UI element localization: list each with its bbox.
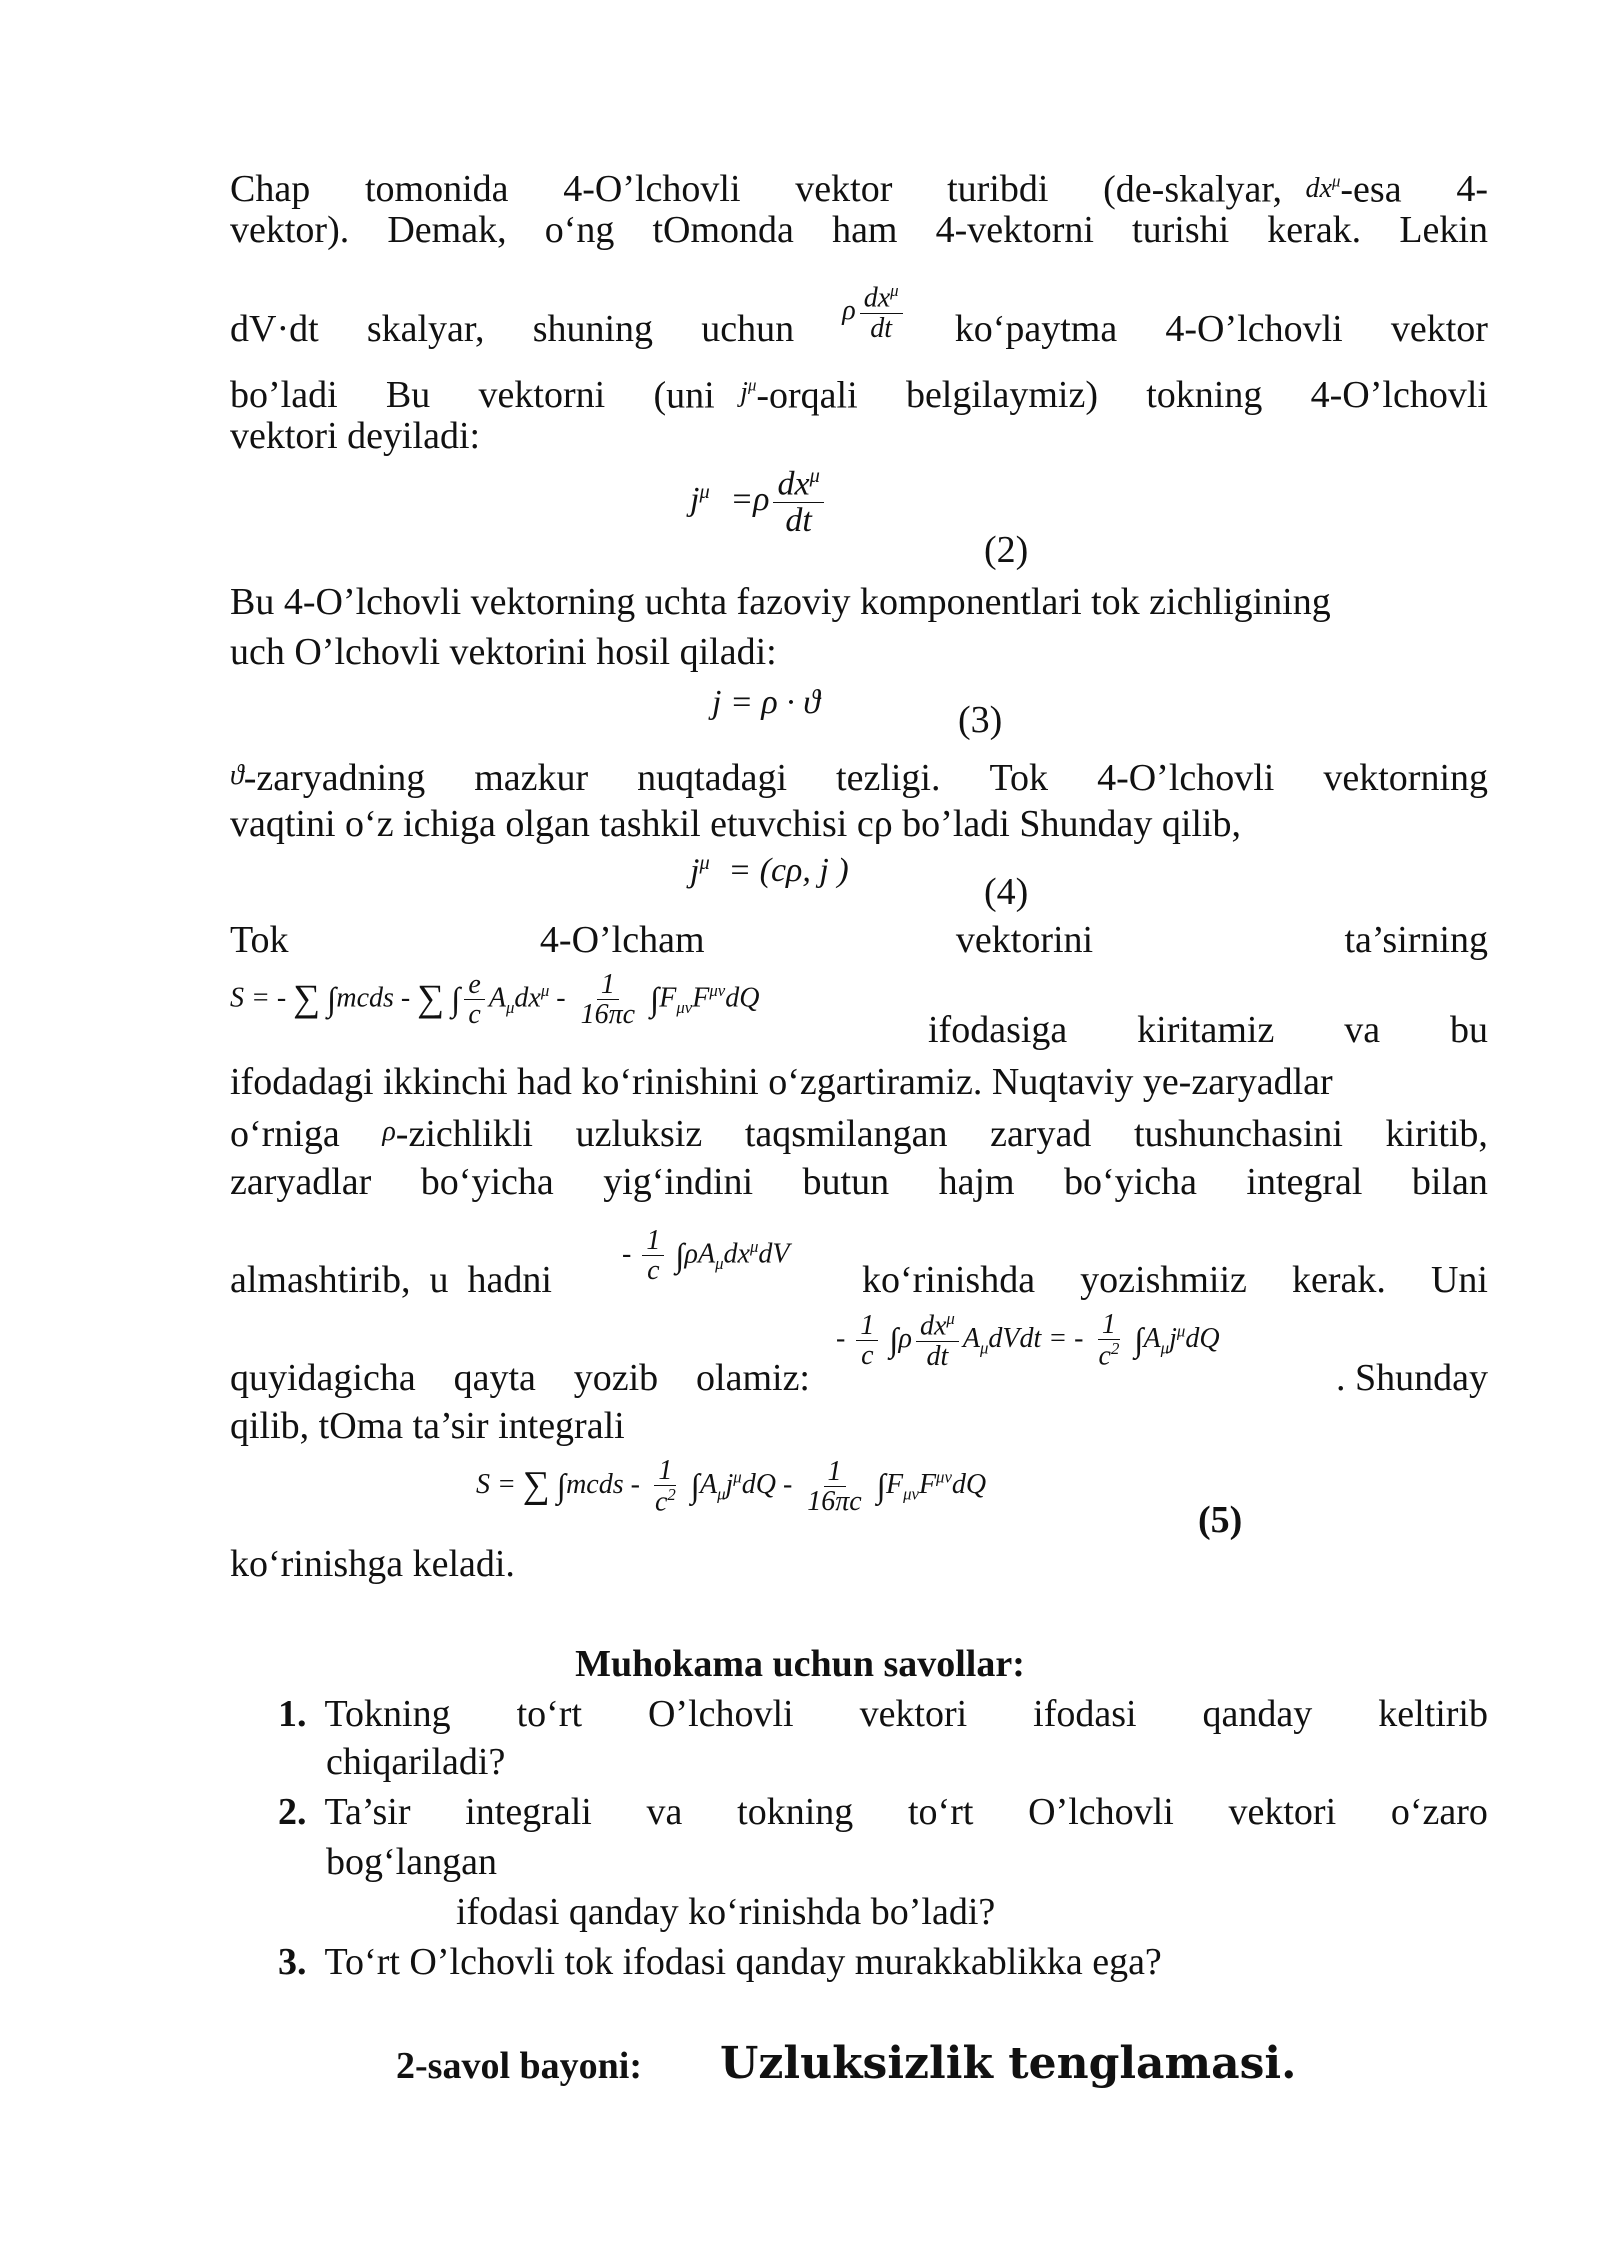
word: butun	[802, 1161, 890, 1203]
word: -zichlikli	[395, 1113, 533, 1155]
word: tokning	[1146, 374, 1263, 417]
word: zaryadlar	[230, 1161, 372, 1203]
word: 4-O’lchovli	[1310, 374, 1488, 417]
paragraph-line: vaqtini o‘z ichiga olgan tashkil etuvchisi cρ bo’ladi Shunday qilib,	[230, 803, 1241, 845]
word: Ta’sir	[324, 1791, 411, 1833]
word: olamiz:	[696, 1357, 810, 1399]
word: uzluksiz	[575, 1113, 703, 1155]
paragraph-line	[862, 1256, 1488, 1304]
word: ko‘paytma	[954, 307, 1118, 350]
word-group	[230, 752, 425, 802]
word: keltirib	[1378, 1693, 1488, 1735]
word: kerak.	[1292, 1259, 1386, 1301]
word: va	[646, 1791, 683, 1833]
word: skalyar,	[366, 307, 485, 350]
word: va	[1344, 1009, 1381, 1051]
word: Chap	[230, 168, 311, 211]
word: vektorning	[1323, 757, 1488, 799]
word: ham	[832, 209, 898, 251]
rho-dx-dt-fraction: ρ $\frac{dx^\mu}{dt}$	[842, 282, 906, 343]
word: -zaryadning	[243, 757, 426, 799]
paragraph-line: uch O’lchovli vektorini hosil qiladi:	[230, 631, 777, 673]
question-2-continued: bog‘langan	[326, 1841, 497, 1883]
word: vektorni	[478, 374, 606, 417]
word: almashtirib,	[230, 1259, 411, 1301]
questions-heading: Muhokama uchun savollar:	[575, 1643, 1025, 1685]
word: 4-O’lchovli	[1097, 757, 1275, 799]
word: (de-skalyar,	[1103, 168, 1283, 211]
word: -orqali	[756, 374, 858, 417]
word: yig‘indini	[603, 1161, 754, 1203]
word: bo‘yicha	[1064, 1161, 1197, 1203]
word: nuqtadagi	[637, 757, 788, 799]
word-group	[653, 362, 857, 419]
term-formula: - $\frac{1}{c}$ $\int\rho A_\mu dx^\mu dV$	[622, 1225, 790, 1287]
word: vektor	[795, 168, 893, 211]
equation-number: (2)	[984, 529, 1029, 571]
word: u	[429, 1259, 449, 1301]
word: ta’sirning	[1344, 919, 1488, 961]
paragraph-line	[230, 281, 1488, 365]
word: kiritamiz	[1137, 1009, 1275, 1051]
word: O’lchovli	[647, 1693, 794, 1735]
word: dV·dt	[230, 307, 319, 350]
word: o‘ng	[544, 209, 615, 251]
paragraph-line	[230, 1354, 810, 1402]
paragraph-line	[230, 1108, 1488, 1158]
equation-number: (3)	[958, 699, 1003, 741]
word: kerak.	[1267, 209, 1362, 251]
paragraph-line: ifodadagi ikkinchi had ko‘rinishini o‘zgartiramiz. Nuqtaviy ye-zaryadlar	[230, 1061, 1333, 1103]
question-1-continued: chiqariladi?	[326, 1741, 506, 1783]
word: bo‘yicha	[420, 1161, 554, 1203]
word: vektor	[1390, 307, 1488, 350]
word: integrali	[465, 1791, 592, 1833]
equation-number: (4)	[984, 871, 1029, 913]
word: ko‘rinishda	[862, 1259, 1036, 1301]
word: yozib	[573, 1357, 659, 1399]
word: (uni	[653, 374, 715, 417]
word: 4-O’lchovli	[1165, 307, 1343, 350]
question-text: To‘rt O’lchovli tok ifodasi qanday murakkablikka ega?	[324, 1941, 1162, 1983]
paragraph-line	[230, 206, 1488, 254]
paragraph-line-end: . Shunday	[1336, 1357, 1488, 1399]
word: 4-vektorni	[935, 209, 1094, 251]
word: Bu	[385, 374, 431, 417]
word: tOmonda	[652, 209, 794, 251]
word: Demak,	[387, 209, 507, 251]
word: kiritib,	[1385, 1113, 1488, 1155]
paragraph-line: Bu 4-O’lchovli vektorning uchta fazoviy komponentlari tok zichligining	[230, 581, 1331, 623]
question-1	[278, 1690, 1488, 1738]
paragraph-line	[928, 1006, 1488, 1054]
word: yozishmiiz	[1080, 1259, 1247, 1301]
paragraph-line	[230, 752, 1488, 802]
word: quyidagicha	[230, 1357, 416, 1399]
rho-symbol: ρ	[382, 1116, 396, 1147]
word: shuning	[532, 307, 654, 350]
section-title: Uzluksizlik tenglamasi.	[720, 2038, 1297, 2089]
word: vektorini	[955, 919, 1094, 961]
word: Tok	[230, 919, 289, 961]
equation-5: S = ∑ ∫mcds - $\frac{1}{c^2}$ $\int A_\mu j^\mu dQ$ - $\frac{1}{16\pi c}$ $\int F_{\mu\nu}F^{\mu\nu}dQ$	[476, 1455, 987, 1518]
word: bu	[1449, 1009, 1488, 1051]
word: hadni	[467, 1259, 552, 1301]
equation-3: j = ρ · ϑ	[712, 684, 820, 721]
word: uchun	[701, 307, 795, 350]
theta-symbol: ϑ	[230, 760, 244, 791]
equation-2: $j^\mu =\rho$ $\frac{dx^\mu}{dt}$	[690, 466, 828, 539]
action-formula: S = - ∑ ∫mcds - ∑ ∫ $\frac{e}{c}$ $A_\mu dx^\mu$ - $\frac{1}{16\pi c}$ $\int F_{\mu\nu}F^{\mu\nu}dQ$	[230, 969, 760, 1031]
question-2-continued: ifodasi qanday ko‘rinishda bo’ladi?	[456, 1891, 996, 1933]
word: turibdi	[947, 168, 1049, 211]
word: o‘rniga	[230, 1113, 340, 1155]
word: ifodasiga	[928, 1009, 1068, 1051]
word: vektori	[859, 1693, 968, 1735]
word: tokning	[737, 1791, 854, 1833]
word: mazkur	[474, 757, 589, 799]
word-group	[382, 1108, 533, 1158]
word: -esa	[1340, 168, 1402, 211]
word: 4-O’lchovli	[563, 168, 741, 211]
word: Lekin	[1399, 209, 1488, 251]
word: turishi	[1132, 209, 1230, 251]
word: bilan	[1411, 1161, 1488, 1203]
word: hajm	[938, 1161, 1015, 1203]
word: o‘zaro	[1390, 1791, 1488, 1833]
paragraph-line	[230, 362, 1488, 419]
word: taqsmilangan	[744, 1113, 948, 1155]
paragraph-line: qilib, tOma ta’sir integrali	[230, 1405, 625, 1447]
word: O’lchovli	[1028, 1791, 1174, 1833]
word: Tokning	[324, 1693, 451, 1735]
equation-number: (5)	[1198, 1499, 1243, 1541]
word: to‘rt	[516, 1693, 583, 1735]
question-number: 2.	[278, 1791, 307, 1833]
word: ifodasi	[1033, 1693, 1137, 1735]
word: integral	[1246, 1161, 1363, 1203]
word: vektori	[1228, 1791, 1337, 1833]
word: vektor).	[230, 209, 350, 251]
rewrite-formula: - $\frac{1}{c}$ ∫ρ $\frac{dx^\mu}{dt}$ $A_\mu dVdt$ = - $\frac{1}{c^2}$ $\int A_\mu j^\mu dQ$	[836, 1309, 1220, 1372]
word: bo’ladi	[230, 374, 338, 417]
paragraph-line	[230, 1158, 1488, 1206]
word: to‘rt	[907, 1791, 974, 1833]
question-number: 3.	[278, 1941, 307, 1983]
question-3	[278, 1938, 1488, 1986]
word: Uni	[1430, 1259, 1488, 1301]
word: zaryad	[990, 1113, 1092, 1155]
word: qayta	[453, 1357, 536, 1399]
equation-4: $j^\mu = (c\rho$, j )	[690, 852, 849, 890]
word: 4-	[1456, 168, 1488, 211]
question-2	[278, 1788, 1488, 1836]
word: 4-O’lcham	[539, 919, 705, 961]
word: belgilaymiz)	[905, 374, 1098, 417]
word: Tok	[989, 757, 1049, 799]
section-label: 2-savol bayoni:	[396, 2045, 642, 2087]
paragraph-line	[230, 916, 1488, 964]
word: tezligi.	[836, 757, 941, 799]
question-number: 1.	[278, 1693, 307, 1735]
dx-mu-symbol: $dx^\mu$	[1305, 172, 1341, 205]
paragraph-line: ko‘rinishga keladi.	[230, 1543, 515, 1585]
word: qanday	[1202, 1693, 1313, 1735]
word: tushunchasini	[1133, 1113, 1343, 1155]
paragraph-line: vektori deyiladi:	[230, 415, 481, 457]
j-mu-symbol: $j^\mu$	[740, 376, 757, 409]
word: tomonida	[364, 168, 509, 211]
